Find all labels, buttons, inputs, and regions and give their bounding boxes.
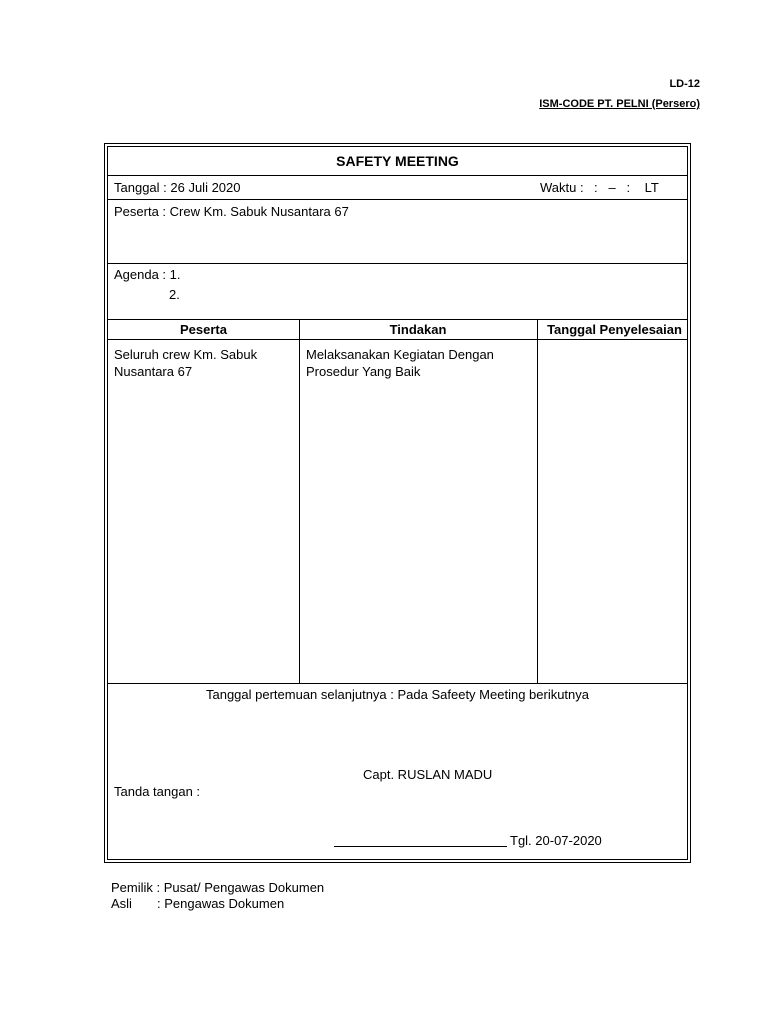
date-time-row [108,175,687,200]
form-title-row [108,147,687,176]
signature-date: Tgl. 20-07-2020 [510,833,602,848]
signature-label: Tanda tangan : [114,784,201,799]
time-value: : – : LT [594,180,659,195]
form-title: SAFETY MEETING [336,153,459,169]
header-tindakan: Tindakan [389,322,447,337]
safety-meeting-form [104,143,691,863]
captain-name: Capt. RUSLAN MADU [363,767,493,782]
next-meeting-text: Tanggal pertemuan selanjutnya : Pada Safeety Meeting berikutnya [205,687,590,702]
header-peserta: Peserta [180,322,227,337]
participants-row [108,199,687,264]
meeting-date: Tanggal : 26 Juli 2020 [114,180,241,195]
header-tanggal-penyelesaian: Tanggal Penyelesaian [547,322,682,337]
original-value: : Pengawas Dokumen [157,896,285,911]
column-divider [299,319,300,683]
column-divider [537,319,538,683]
cell-tindakan: Melaksanakan Kegiatan Dengan Prosedur Yang Baik [306,347,494,379]
agenda-row [108,263,687,320]
participants-text: Peserta : Crew Km. Sabuk Nusantara 67 [114,204,349,219]
document-code: LD-12 [669,78,700,90]
document-owner-note: Pemilik : Pusat/ Pengawas Dokumen [111,880,325,895]
form-inner-border [107,146,688,860]
original-label: Asli [111,896,132,911]
signature-line [334,846,507,847]
signature-section [108,683,687,859]
time-label: Waktu : [540,180,584,195]
document-owner-header: ISM-CODE PT. PELNI (Persero) [539,98,700,110]
table-header-divider [108,339,687,340]
agenda-item-2: 2. [169,287,180,302]
cell-peserta: Seluruh crew Km. Sabuk Nusantara 67 [114,347,258,379]
action-table [108,319,687,684]
agenda-label: Agenda : 1. [114,267,181,282]
